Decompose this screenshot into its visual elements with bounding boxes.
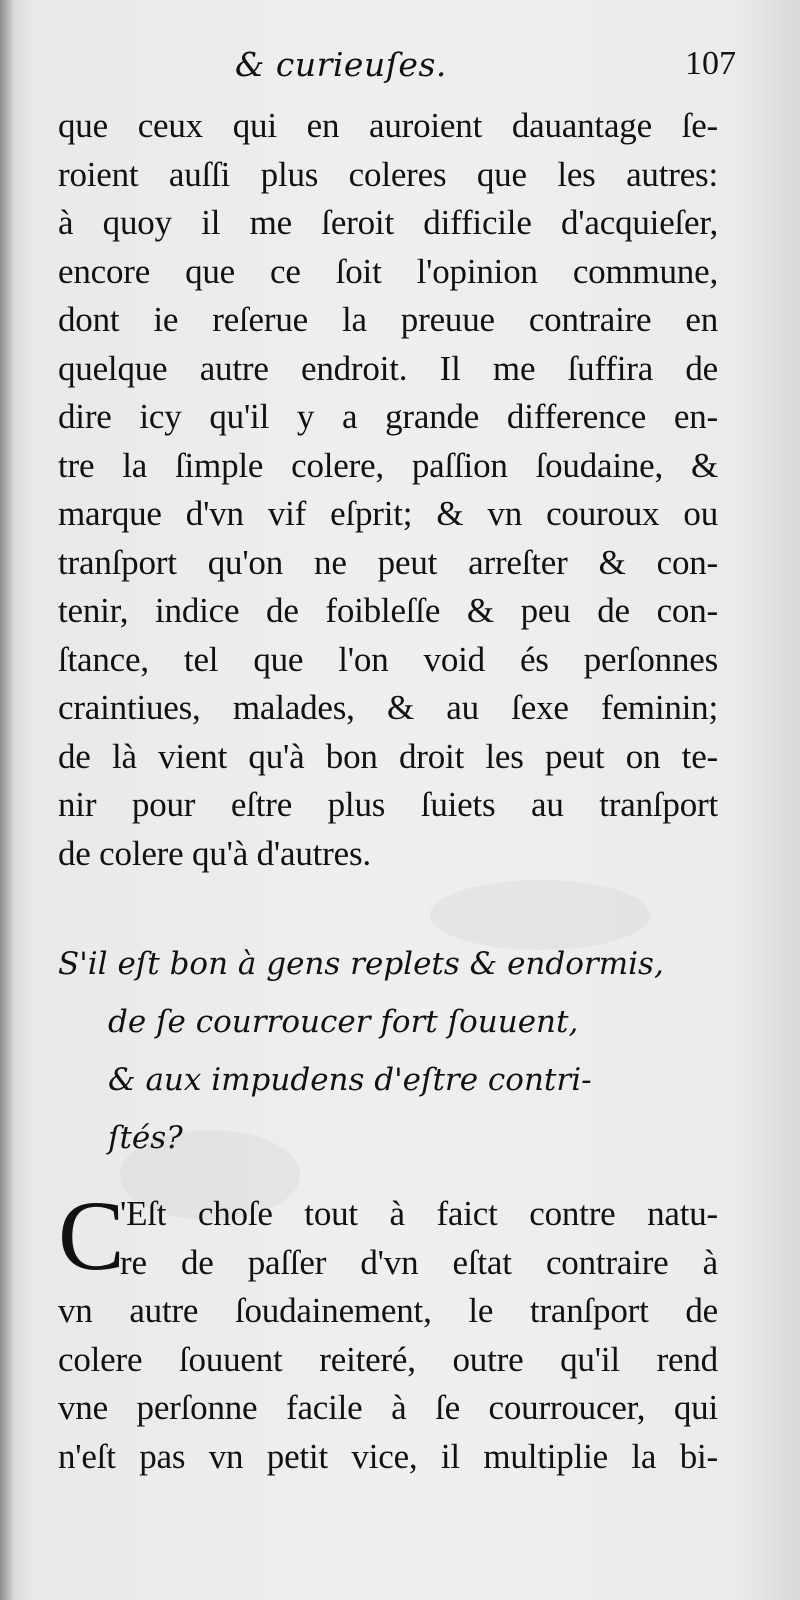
text-line: vn autre ſoudainement, le tranſport de xyxy=(58,1291,718,1330)
text-line: encore que ce ſoit l'opinion commune, xyxy=(58,251,718,291)
text-line: de colere qu'à d'autres. xyxy=(58,833,371,873)
text-line: tre la ſimple colere, paſſion ſoudaine, & xyxy=(58,445,718,485)
running-title: & curieuſes. xyxy=(235,45,447,84)
gutter-shadow xyxy=(0,0,14,1600)
text-line: tranſport qu'on ne peut arreſter & con- xyxy=(58,542,718,582)
text-line: craintiues, malades, & au ſexe feminin; xyxy=(58,688,718,727)
text-line: dont ie reſerue la preuue contraire en xyxy=(58,300,718,339)
paragraph-1 xyxy=(58,102,718,878)
dropcap-block xyxy=(58,1180,718,1291)
running-head xyxy=(60,45,736,97)
text-line: marque d'vn vif eſprit; & vn couroux ou xyxy=(58,494,718,533)
heading-line: de ſe courroucer fort ſouuent, xyxy=(108,1004,579,1040)
text-line: de là vient qu'à bon droit les peut on te- xyxy=(58,736,718,776)
section-heading xyxy=(58,935,718,1167)
heading-line: ſtés? xyxy=(108,1120,183,1156)
text-line: colere ſouuent reiteré, outre qu'il rend xyxy=(58,1339,718,1379)
text-line: n'eſt pas vn petit vice, il multiplie la bi- xyxy=(58,1436,718,1476)
text-line: 'Eſt choſe tout à faict contre natu- xyxy=(120,1194,718,1233)
text-line: à quoy il me ſeroit difficile d'acquieſer, xyxy=(58,203,718,242)
paragraph-2 xyxy=(58,1180,718,1481)
text-line: re de paſſer d'vn eſtat contraire à xyxy=(120,1242,718,1282)
text-line: quelque autre endroit. Il me ſuffira de xyxy=(58,348,718,388)
text-line: roient auſſi plus coleres que les autres: xyxy=(58,154,718,194)
heading-line: S'il eſt bon à gens replets & endormis, xyxy=(58,946,664,982)
text-line: vne perſonne facile à ſe courroucer, qui xyxy=(58,1388,718,1427)
text-line: ſtance, tel que l'on void és perſonnes xyxy=(58,639,718,679)
text-line: tenir, indice de foibleſſe & peu de con- xyxy=(58,591,718,630)
text-line: que ceux qui en auroient dauantage ſe- xyxy=(58,106,718,145)
drop-cap: C xyxy=(58,1180,125,1291)
text-line: nir pour eſtre plus ſuiets au tranſport xyxy=(58,785,718,824)
page-number: 107 xyxy=(685,45,736,82)
text-line: dire icy qu'il y a grande difference en- xyxy=(58,397,718,436)
heading-line: & aux impudens d'eſtre contri- xyxy=(108,1062,592,1098)
